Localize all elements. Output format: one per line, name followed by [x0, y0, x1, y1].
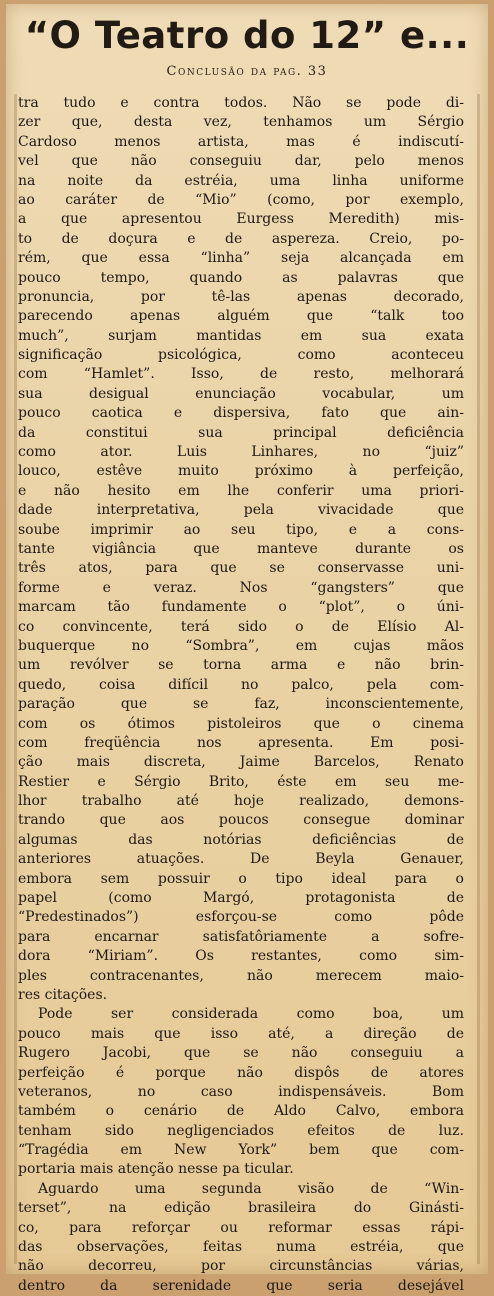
text-line: a que apresentou Eurgess Meredith) mis- — [18, 211, 464, 228]
text-line: trando que aos poucos consegue dominar — [18, 812, 464, 829]
text-line: sua desigual enunciação vocabular, um — [18, 385, 464, 402]
text-line: tra tudo e contra todos. Não se pode di- — [18, 95, 464, 111]
text-line: rém, que essa “linha” seja alcançada em — [18, 250, 464, 267]
text-line: paração que se faz, inconscientemente, — [18, 696, 464, 713]
text-line: papel (como Margó, protagonista de — [18, 890, 464, 907]
text-line: não decorreu, por circunstâncias várias, — [18, 1258, 464, 1275]
text-line: tenham sido negligenciados efeitos de luz. — [18, 1122, 464, 1139]
text-line: pouco mais que isso até, a direção de — [18, 1025, 464, 1042]
article-body — [18, 94, 464, 1296]
text-line: Cardoso menos artista, mas é indiscutí- — [18, 133, 464, 150]
text-line: co convincente, terá sido o de Elísio Al- — [18, 618, 464, 635]
text-line: perfeição é porque não dispôs de atores — [18, 1064, 464, 1081]
text-line: pouco caotica e dispersiva, fato que ain- — [18, 405, 464, 422]
text-line: vel que não conseguiu dar, pelo menos — [18, 153, 464, 170]
text-line: marcam tão fundamente o “plot”, o úni- — [18, 599, 464, 616]
text-line: da constitui sua principal deficiência — [18, 424, 464, 441]
article-paragraph — [18, 1180, 464, 1296]
text-line: para encarnar satisfatôriamente a sofre- — [18, 928, 464, 945]
text-line: como ator. Luis Linhares, no “juiz” — [18, 444, 464, 461]
text-line: Pode ser considerada como boa, um — [38, 1006, 464, 1023]
clipping-edge-left — [14, 94, 17, 1264]
text-line: pouco tempo, quando as palavras que — [18, 269, 464, 286]
text-line: zer que, desta vez, tenhamos um Sérgio — [18, 114, 464, 131]
text-line: dade interpretativa, pela vivacidade que — [18, 502, 464, 519]
text-line: much”, surjam mantidas em sua exata — [18, 327, 464, 344]
text-line: com freqüência nos apresenta. Em posi- — [18, 734, 464, 751]
text-line: veteranos, no caso indispensáveis. Bom — [18, 1083, 464, 1100]
text-line: ção mais discreta, Jaime Barcelos, Renato — [18, 754, 464, 771]
article-paragraph — [18, 1005, 464, 1180]
text-line: “Tragédia em New York” bem que com- — [18, 1142, 464, 1159]
text-line: quedo, coisa difícil no palco, pela com- — [18, 676, 464, 693]
text-line: to de doçura e de aspereza. Creio, po- — [18, 230, 464, 247]
text-line: lhor trabalho até hoje realizado, demons- — [18, 793, 464, 810]
text-line: na noite da estréia, uma linha uniforme — [18, 172, 464, 189]
text-line: Rugero Jacobi, que se não conseguiu a — [18, 1045, 464, 1062]
text-line: pronuncia, por tê-las apenas decorado, — [18, 288, 464, 305]
text-line: anteriores atuações. De Beyla Genauer, — [18, 851, 464, 868]
text-line: terset”, na edição brasileira do Ginásti- — [18, 1200, 464, 1217]
continuation-note: Conclusão da pag. 33 — [166, 64, 328, 79]
text-line: e não hesito em lhe conferir uma priori- — [18, 482, 464, 499]
text-line: soube imprimir ao seu tipo, e a cons- — [18, 521, 464, 538]
text-line: com “Hamlet”. Isso, de resto, melhorará — [18, 366, 464, 383]
text-line: buquerque no “Sombra”, em cujas mãos — [18, 637, 464, 654]
text-line: dentro da serenidade que seria desejável — [18, 1277, 464, 1294]
text-line: portaria mais atenção nesse pa ticular. — [18, 1161, 294, 1178]
newspaper-clipping — [6, 4, 488, 1294]
text-line: parecendo apenas alguém que “talk too — [18, 308, 464, 325]
text-line: das observações, feitas numa estréia, que — [18, 1239, 464, 1256]
text-line: algumas das notórias deficiências de — [18, 831, 464, 848]
text-line: Restier e Sérgio Brito, éste em seu me- — [18, 773, 464, 790]
text-line: forme e veraz. Nos “gangsters” que — [18, 579, 464, 596]
text-line: tante vigiância que manteve durante os — [18, 540, 464, 557]
text-line: dora “Miriam”. Os restantes, como sim- — [18, 948, 464, 965]
text-line: significação psicológica, como aconteceu — [18, 347, 464, 364]
text-line: Aguardo uma segunda visão de “Win- — [38, 1180, 464, 1197]
text-line: res citações. — [18, 986, 108, 1003]
text-line: “Predestinados”) esforçou-se como pôde — [18, 909, 464, 926]
article-headline: “O Teatro do 12” e... — [24, 14, 470, 57]
text-line: também o cenário de Aldo Calvo, embora — [18, 1103, 464, 1120]
text-line: ples contracenantes, não merecem maio- — [18, 967, 464, 984]
text-line: embora sem possuir o tipo ideal para o — [18, 870, 464, 887]
article-paragraph — [18, 94, 464, 1005]
text-line: co, para reforçar ou reformar essas rápi- — [18, 1219, 464, 1236]
text-line: três atos, para que se conservasse uni- — [18, 560, 464, 577]
text-line: ao caráter de “Mio” (como, por exemplo, — [18, 191, 464, 208]
text-line: com os ótimos pistoleiros que o cinema — [18, 715, 464, 732]
text-line: louco, estêve muito próximo à perfeição, — [18, 463, 464, 480]
clipping-edge-right — [477, 94, 480, 1264]
text-line: um revólver se torna arma e não brin- — [18, 657, 464, 674]
